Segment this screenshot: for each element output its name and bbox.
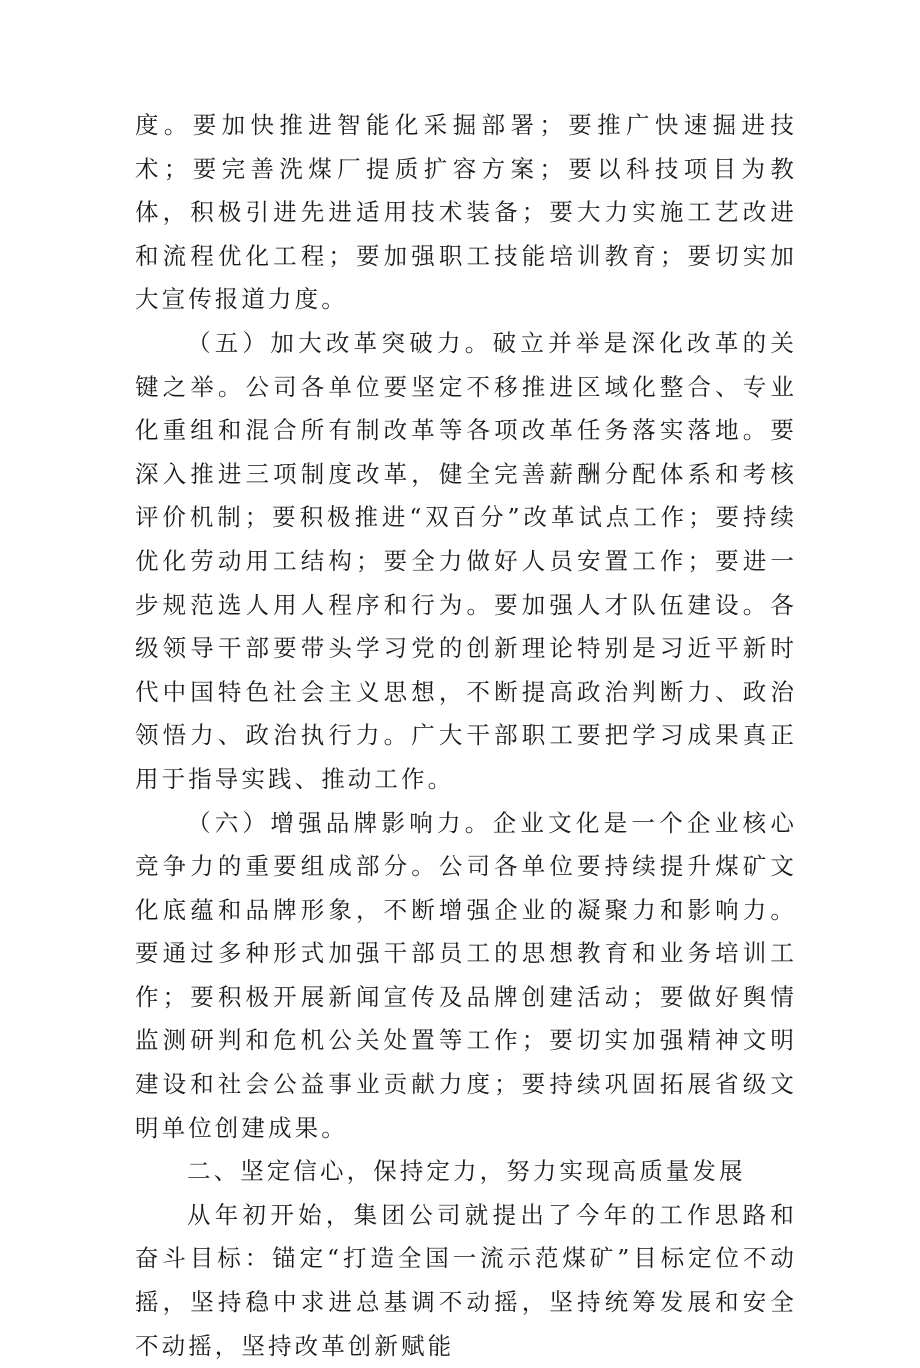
paragraph-goals: 从年初开始，集团公司就提出了今年的工作思路和奋斗目标：锚定“打造全国一流示范煤矿”目标定位不动摇，坚持稳中求进总基调不动摇，坚持统筹发展和安全不动摇，坚持改革创新赋能 (135, 1200, 797, 1360)
document-body (135, 104, 797, 1368)
paragraph-reform-section: （五）加大改革突破力。破立并举是深化改革的关键之举。公司各单位要坚定不移推进区域化整合、专业化重组和混合所有制改革等各项改革任务落实落地。要深入推进三项制度改革，健全完善薪酬分配体系和考核评价机制；要积极推进“双百分”改革试点工作；要持续优化劳动用工结构；要全力做好人员安置工作；要进一步规范选人用人程序和行为。要加强人才队伍建设。各级领导干部要带头学习党的创新理论特别是习近平新时代中国特色社会主义思想，不断提高政治判断力、政治领悟力、政治执行力。广大干部职工要把学习成果真正用于指导实践、推动工作。 (135, 328, 797, 793)
section-heading: 二、坚定信心，保持定力，努力实现高质量发展 (187, 1157, 746, 1186)
paragraph-continuation: 度。要加快推进智能化采掘部署；要推广快速掘进技术；要完善洗煤厂提质扩容方案；要以科技项目为教体，积极引进先进适用技术装备；要大力实施工艺改进和流程优化工程；要加强职工技能培训教育；要切实加大宣传报道力度。 (135, 111, 797, 314)
paragraph-brand-section: （六）增强品牌影响力。企业文化是一个企业核心竞争力的重要组成部分。公司各单位要持续提升煤矿文化底蕴和品牌形象，不断增强企业的凝聚力和影响力。要通过多种形式加强干部员工的思想教育和业务培训工作；要积极开展新闻宣传及品牌创建活动；要做好舆情监测研判和危机公关处置等工作；要切实加强精神文明建设和社会公益事业贡献力度；要持续巩固拓展省级文明单位创建成果。 (135, 808, 797, 1142)
